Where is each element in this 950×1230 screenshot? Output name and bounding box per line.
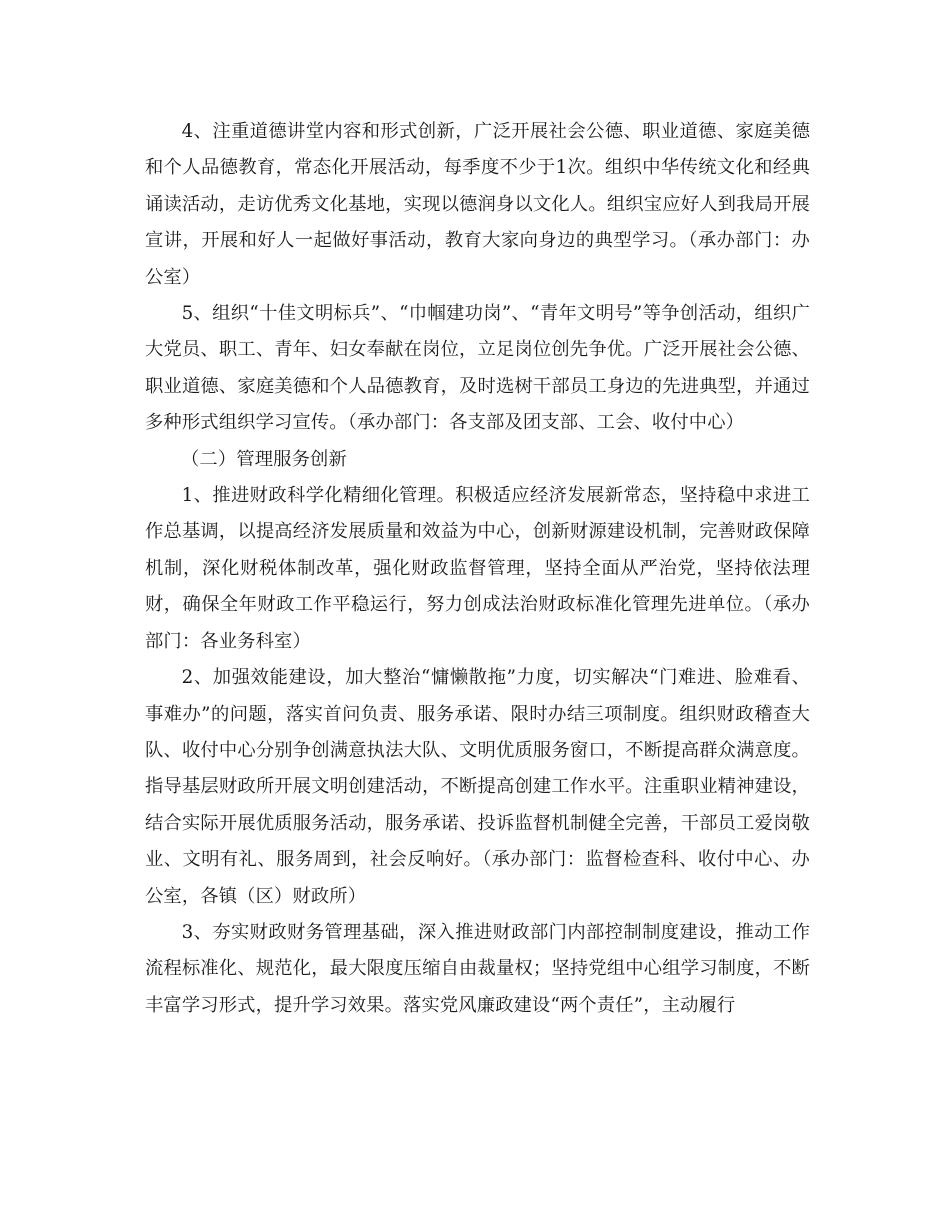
paragraph-item-5: 5、组织“十佳文明标兵”、“巾帼建功岗”、“青年文明号”等争创活动，组织广大党员、职工、青年、妇女奉献在岗位，立足岗位创先争优。广泛开展社会公德、职业道德、家庭美德和个人品德教育，及时选树干部员工身边的先进典型，并通过多种形式组织学习宣传。（承办部门：各支部及团支部、工会、收付中心） <box>145 303 810 434</box>
section-heading-management-innovation: （二）管理服务创新 <box>181 448 347 470</box>
paragraph-item-3: 3、夯实财政财务管理基础，深入推进财政部门内部控制制度建设，推动工作流程标准化、规范化，最大限度压缩自由裁量权；坚持党组中心组学习制度，不断丰富学习形式，提升学习效果。落实党风廉政建设“两个责任”，主动履行 <box>145 921 810 1016</box>
paragraph-item-2: 2、加强效能建设，加大整治“慵懒散拖”力度，切实解决“门难进、脸难看、事难办”的问题，落实首问负责、服务承诺、限时办结三项制度。组织财政稽查大队、收付中心分别争创满意执法大队、文明优质服务窗口，不断提高群众满意度。指导基层财政所开展文明创建活动，不断提高创建工作水平。注重职业精神建设，结合实际开展优质服务活动，服务承诺、投诉监督机制健全完善，干部员工爱岗敬业、文明有礼、服务周到，社会反响好。（承办部门：监督检查科、收付中心、办公室，各镇（区）财政所） <box>145 667 810 907</box>
paragraph-item-1: 1、推进财政科学化精细化管理。积极适应经济发展新常态，坚持稳中求进工作总基调，以提高经济发展质量和效益为中心，创新财源建设机制，完善财政保障机制，深化财税体制改革，强化财政监督管理，坚持全面从严治党，坚持依法理财，确保全年财政工作平稳运行，努力创成法治财政标准化管理先进单位。（承办部门：各业务科室） <box>145 485 810 652</box>
paragraph-item-4: 4、注重道德讲堂内容和形式创新，广泛开展社会公德、职业道德、家庭美德和个人品德教育，常态化开展活动，每季度不少于1次。组织中华传统文化和经典诵读活动，走访优秀文化基地，实现以德润身以文化人。组织宝应好人到我局开展宣讲，开展和好人一起做好事活动，教育大家向身边的典型学习。（承办部门：办公室） <box>145 121 810 288</box>
document-body <box>145 114 810 1024</box>
